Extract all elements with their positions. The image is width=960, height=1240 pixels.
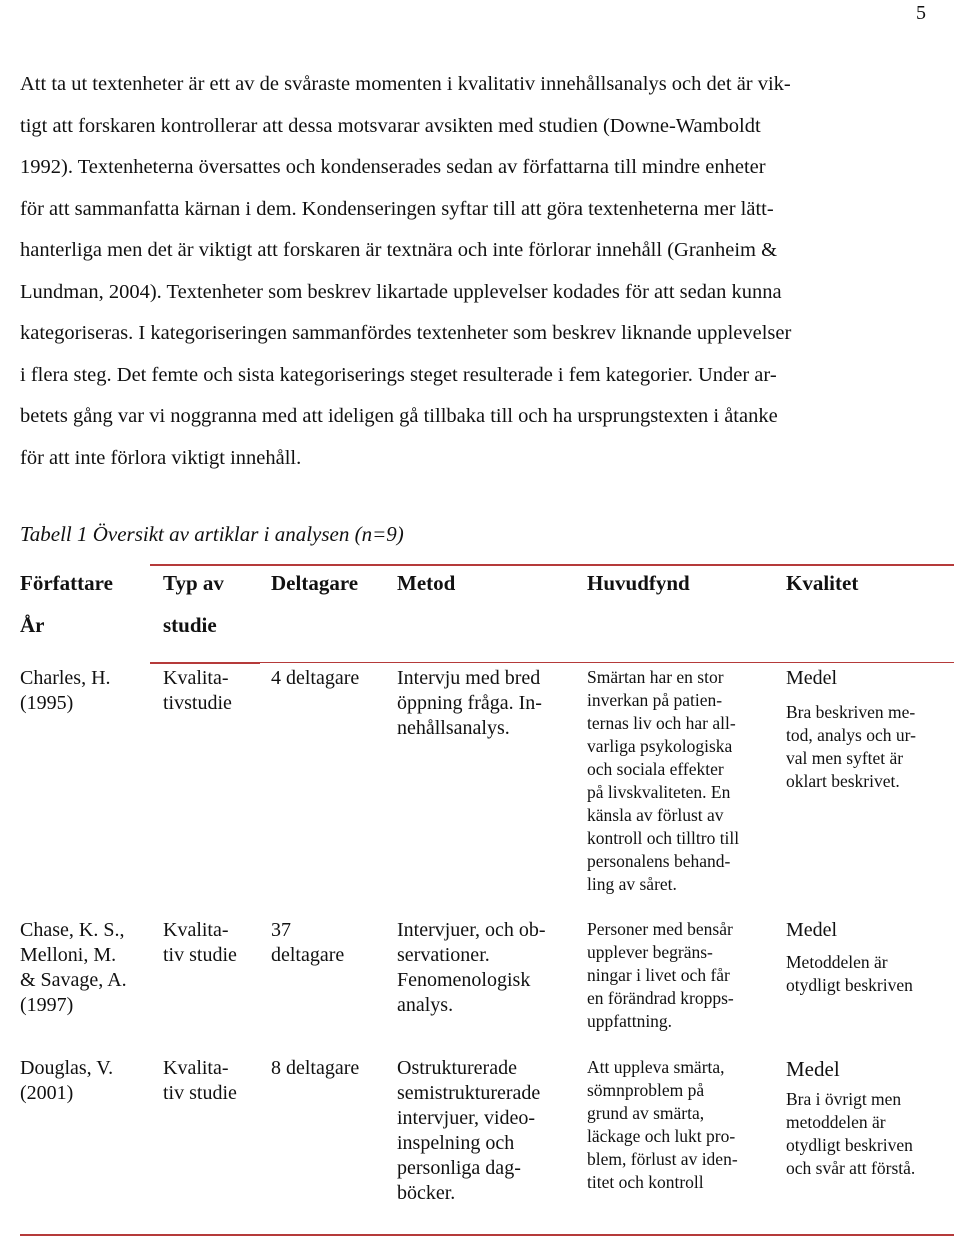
cell-line: en förändrad kropps- [587,988,734,1008]
body-line: tigt att forskaren kontrollerar att dessa motsvarar avsikten med studien (Downe-Wamboldt [20,114,761,137]
cell-line: Melloni, M. [20,944,117,966]
cell-line: Fenomenologisk [397,969,531,991]
cell-line: Ostrukturerade [397,1057,517,1079]
cell-line: grund av smärta, [587,1103,705,1123]
cell-participants [271,666,359,691]
cell-method [397,1056,540,1206]
body-paragraph [20,64,920,479]
cell-line: ternas liv och har all- [587,713,736,733]
cell-line: ling av såret. [587,874,677,894]
cell-line: metoddelen är [786,1112,886,1132]
cell-line: Att uppleva smärta, [587,1057,725,1077]
header-method: Metod [397,571,456,595]
cell-line: 4 deltagare [271,667,360,689]
cell-line: Intervju med bred [397,667,541,689]
page-number: 5 [916,2,926,24]
header-participants: Deltagare [271,571,359,595]
header-author [20,562,113,646]
cell-line: (2001) [20,1082,74,1104]
cell-line: & Savage, A. [20,969,127,991]
cell-line: oklart beskrivet. [786,771,900,791]
cell-line: blem, förlust av iden- [587,1149,738,1169]
cell-line: på livskvaliteten. En [587,782,731,802]
body-line: kategoriseras. I kategoriseringen sammanfördes textenheter som beskrev liknande upplevelser [20,322,792,344]
cell-line: (1995) [20,692,74,714]
cell-line: 8 deltagare [271,1057,360,1079]
table-bottom-rule [20,1234,954,1236]
cell-line: tiv studie [163,944,237,966]
header-year-label: År [20,613,45,637]
cell-line: och svår att förstå. [786,1158,916,1178]
table-caption: Tabell 1 Översikt av artiklar i analysen (n=9) [20,522,404,546]
cell-line: läckage och lukt pro- [587,1126,736,1146]
cell-line: 37 [271,919,291,941]
header-findings: Huvudfynd [587,571,690,595]
cell-findings [587,666,739,896]
cell-author [20,918,127,1018]
cell-line: (1997) [20,994,74,1016]
cell-line: Kvalita- [163,1057,229,1079]
body-line: för att sammanfatta kärnan i dem. Kondenseringen syftar till att göra textenheterna mer lätt- [20,197,774,220]
quality-comment [786,951,913,997]
cell-line: tivstudie [163,692,232,714]
cell-line: ningar i livet och får [587,965,730,985]
cell-line: kontroll och tilltro till [587,828,740,848]
cell-line: upplever begräns- [587,942,713,962]
cell-line: val men syftet är [786,748,904,768]
cell-line: Douglas, V. [20,1057,114,1079]
quality-rating: Medel [786,667,838,689]
cell-line: inverkan på patien- [587,690,723,710]
cell-type [163,918,237,968]
cell-line: och sociala effekter [587,759,724,779]
cell-quality [786,666,916,793]
cell-line: öppning fråga. In- [397,692,542,714]
cell-line: Kvalita- [163,919,229,941]
quality-rating: Medel [786,919,838,941]
body-line: hanterliga men det är viktigt att forskaren är textnära och inte förlorar innehåll (Granheim & [20,239,778,261]
cell-line: Metoddelen är [786,952,888,972]
cell-line: titet och kontroll [587,1172,704,1192]
body-line: betets gång var vi noggranna med att ideligen gå tillbaka till och ha ursprungstexten i åtanke [20,405,778,427]
cell-line: Kvalita- [163,667,229,689]
table-header-rule-accent [150,662,260,664]
cell-author [20,1056,113,1106]
cell-author [20,666,111,716]
cell-method [397,666,542,741]
header-type [163,562,224,646]
cell-line: nehållsanalys. [397,717,510,739]
cell-line: Bra beskriven me- [786,702,916,722]
cell-line: Personer med bensår [587,919,733,939]
cell-line: känsla av förlust av [587,805,724,825]
cell-line: Charles, H. [20,667,111,689]
cell-line: böcker. [397,1182,456,1204]
quality-comment [786,701,916,793]
cell-line: Chase, K. S., [20,919,125,941]
cell-line: sömnproblem på [587,1080,705,1100]
cell-line: varliga psykologiska [587,736,733,756]
body-line: i flera steg. Det femte och sista kategoriserings steget resulterade i fem kategorier. Under ar- [20,363,777,386]
cell-type [163,1056,237,1106]
cell-findings [587,1056,738,1194]
body-line: Att ta ut textenheter är ett av de svåraste momenten i kvalitativ innehållsanalys och det är vik- [20,73,791,95]
header-author-label: Författare [20,571,113,595]
cell-line: inspelning och [397,1132,515,1154]
cell-line: otydligt beskriven [786,975,913,995]
body-line: 1992). Textenheterna översattes och kondenserades sedan av författarna till mindre enheter [20,156,766,178]
quality-comment [786,1088,915,1180]
cell-line: tiv studie [163,1082,237,1104]
cell-line: Intervjuer, och ob- [397,919,546,941]
header-type-label-2: studie [163,613,217,637]
table-header-rule [150,662,954,663]
body-line: Lundman, 2004). Textenheter som beskrev likartade upplevelser kodades för att sedan kunna [20,280,782,303]
cell-line: uppfattning. [587,1011,673,1031]
cell-line: analys. [397,994,454,1016]
cell-type [163,666,232,716]
cell-line: tod, analys och ur- [786,725,916,745]
cell-method [397,918,546,1018]
cell-line: intervjuer, video- [397,1107,536,1129]
header-type-label: Typ av [163,571,224,595]
header-quality: Kvalitet [786,571,859,595]
cell-line: semistrukturerade [397,1082,541,1104]
quality-rating: Medel [786,1057,840,1081]
body-line: för att inte förlora viktigt innehåll. [20,446,302,469]
cell-quality [786,1057,915,1180]
cell-line: personliga dag- [397,1157,521,1179]
cell-line: personalens behand- [587,851,731,871]
cell-quality [786,918,913,997]
cell-participants [271,1056,359,1081]
cell-line: Smärtan har en stor [587,667,724,687]
cell-line: servationer. [397,944,490,966]
cell-participants [271,918,344,968]
cell-line: deltagare [271,944,345,966]
cell-line: Bra i övrigt men [786,1089,902,1109]
cell-findings [587,918,734,1033]
cell-line: otydligt beskriven [786,1135,913,1155]
